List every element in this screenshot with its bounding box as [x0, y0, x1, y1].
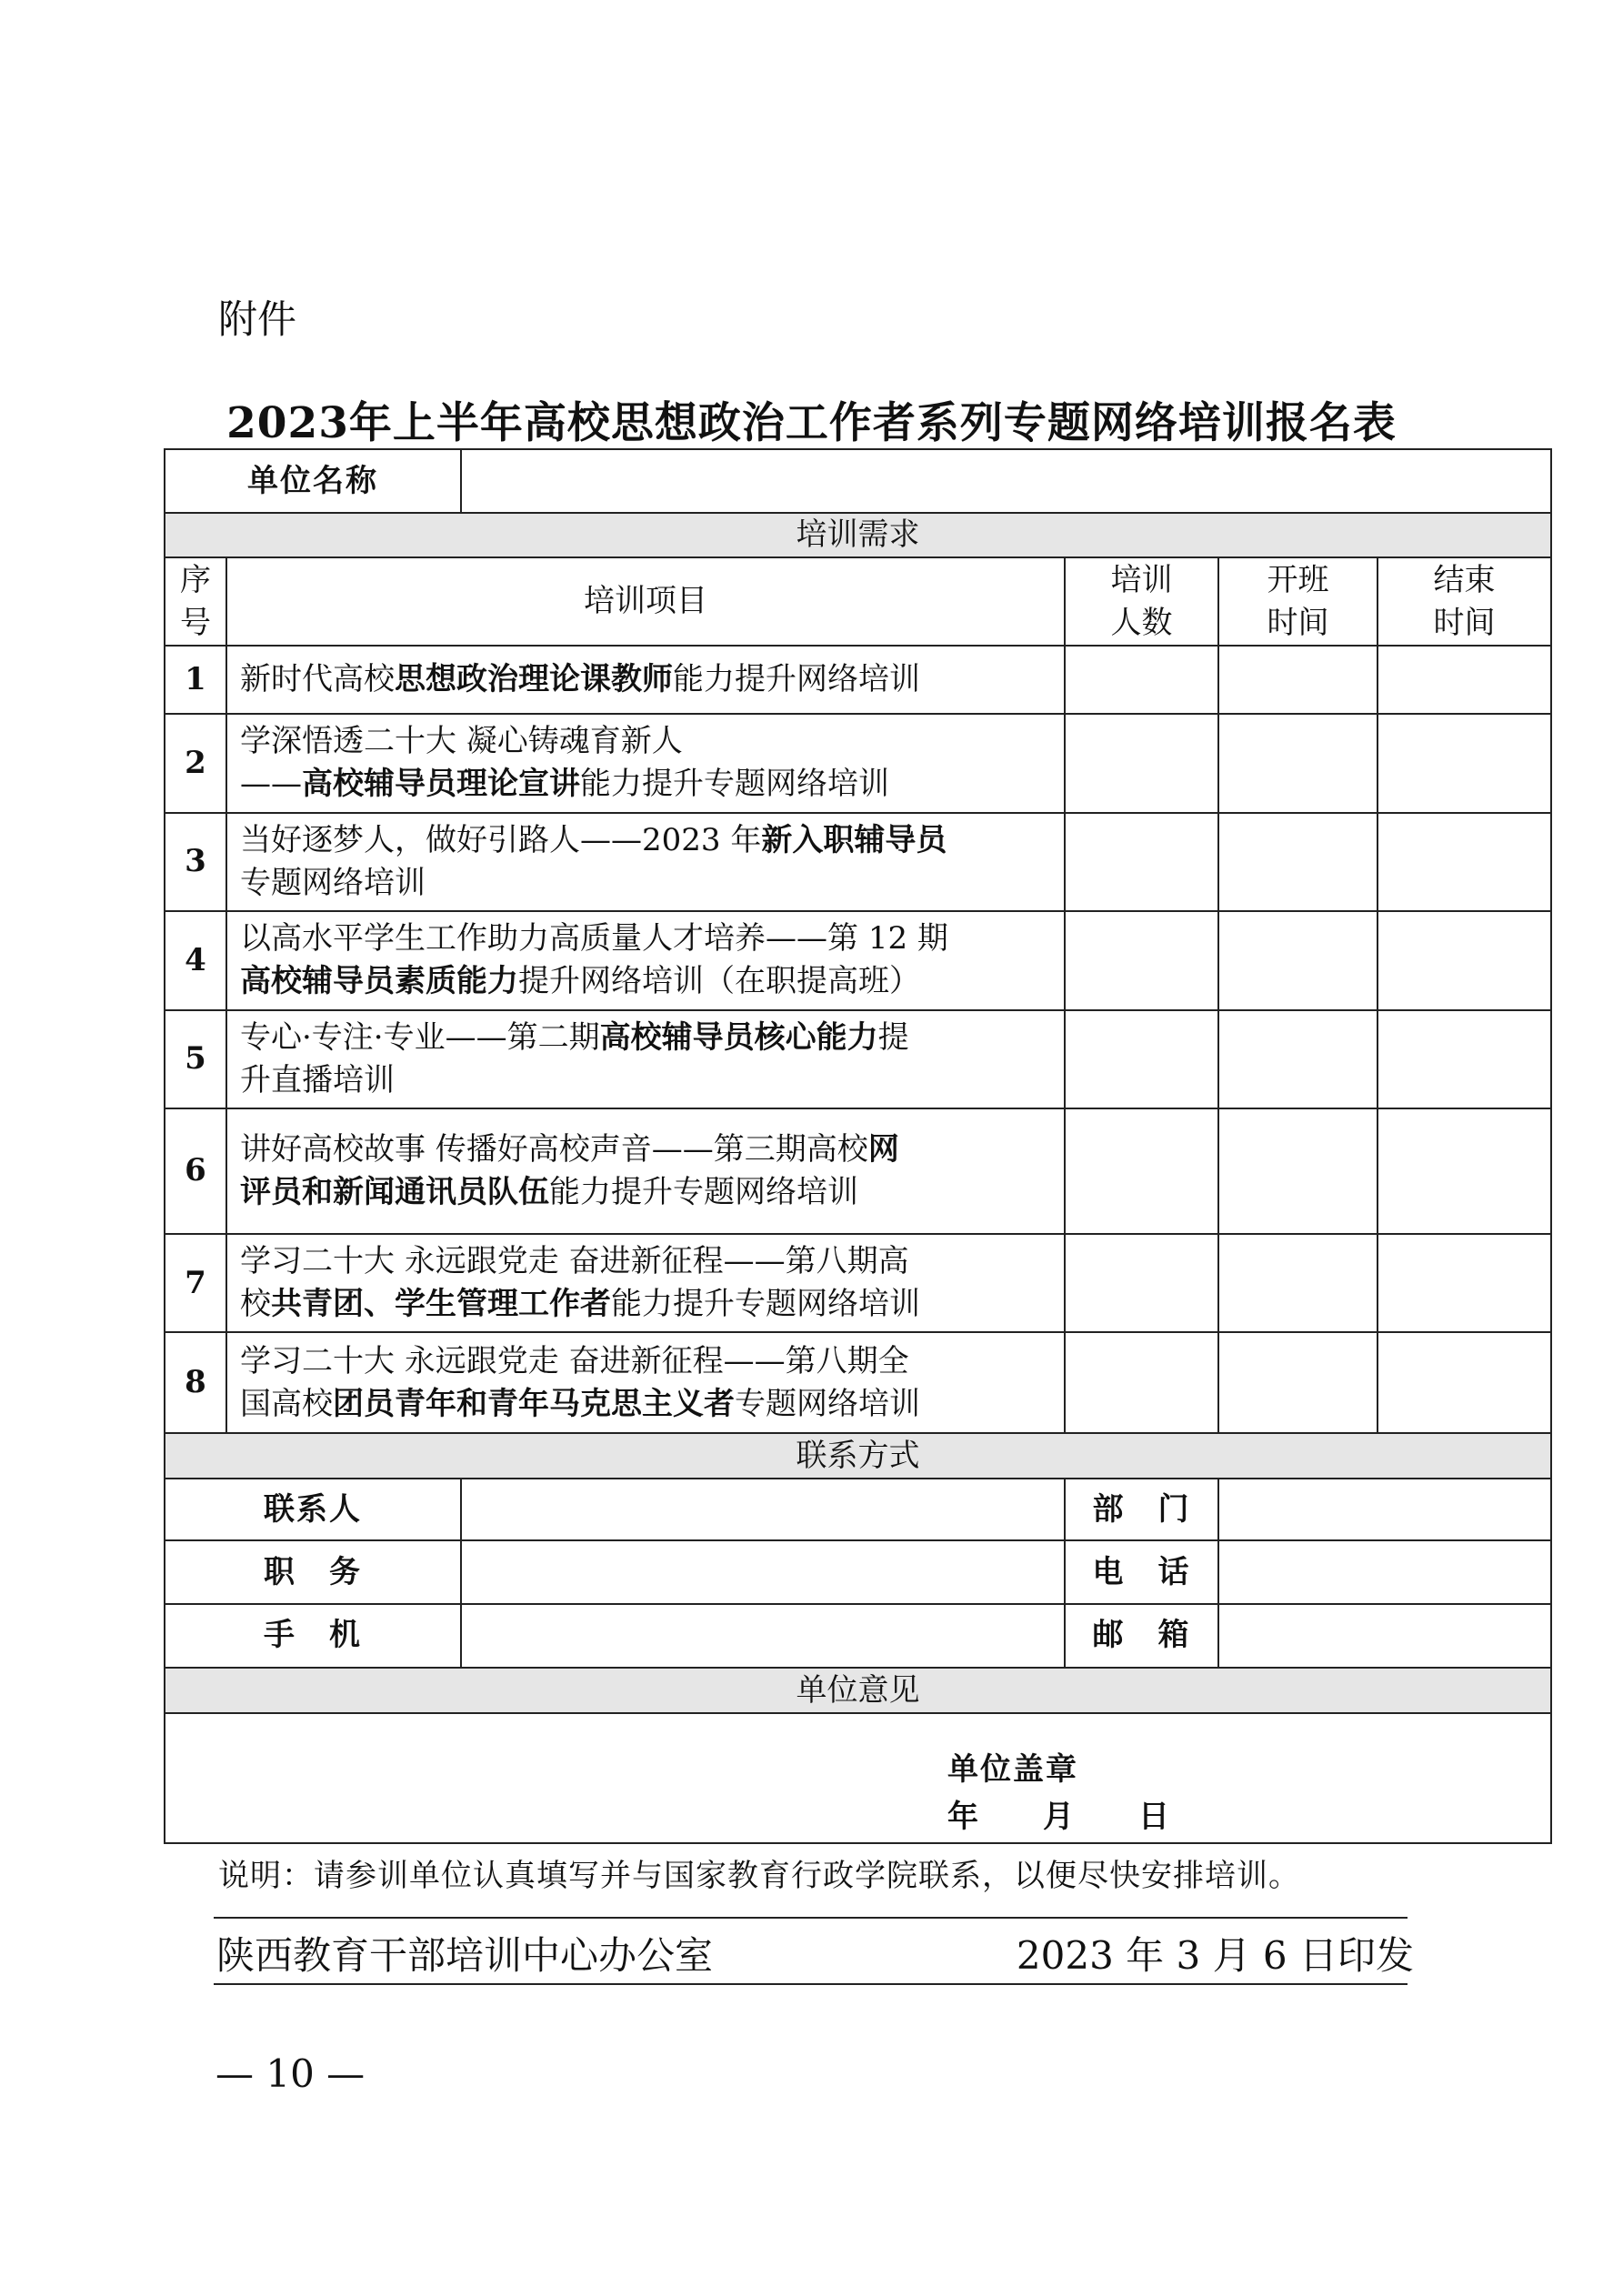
project-seq: 4	[165, 911, 226, 1010]
project-name-text: 学深悟透二十大 凝心铸魂育新人	[240, 723, 683, 760]
form-note: 说明：请参训单位认真填写并与国家教育行政学院联系，以便尽快安排培训。	[218, 1858, 1300, 1894]
end-time-field[interactable]	[1378, 714, 1551, 813]
contact-person-label: 联系人	[165, 1479, 461, 1540]
project-name-text: 讲好高校故事 传播好高校声音——第三期高校	[240, 1130, 868, 1168]
project-name-text: 校	[240, 1285, 271, 1322]
email-label: 邮 箱	[1065, 1604, 1218, 1668]
form-title: 2023年上半年高校思想政治工作者系列专题网络培训报名表	[226, 398, 1397, 448]
project-name-text: 升直播培训	[240, 1061, 395, 1098]
project-name-text: 提	[877, 1018, 909, 1056]
start-time-field[interactable]	[1218, 646, 1378, 714]
col-count-header	[1065, 557, 1218, 645]
page-number: — 10 —	[215, 2051, 366, 2096]
col-seq-header	[165, 557, 226, 645]
start-time-field[interactable]	[1218, 1010, 1378, 1109]
project-seq: 2	[165, 714, 226, 813]
project-name-emphasis: 高校辅导员素质能力	[240, 963, 518, 1000]
project-name-emphasis: 网	[867, 1130, 899, 1168]
position-field[interactable]	[461, 1540, 1065, 1603]
project-row	[165, 911, 1551, 1010]
contact-row-3	[165, 1604, 1551, 1668]
project-name-text: 能力提升网络培训	[673, 660, 920, 697]
project-row	[165, 1108, 1551, 1234]
project-row	[165, 1332, 1551, 1433]
project-name-text: 提升网络培训（在职提高班）	[518, 963, 920, 1000]
department-label: 部 门	[1065, 1479, 1218, 1540]
project-name-text: 专题网络培训	[240, 864, 426, 901]
col-end-line2: 时间	[1433, 604, 1496, 641]
col-seq-line1: 序	[180, 561, 211, 598]
project-name-emphasis: 评员和新闻通讯员队伍	[240, 1173, 549, 1210]
end-time-field[interactable]	[1378, 1108, 1551, 1234]
project-name-text: 期	[907, 920, 948, 958]
project-name-text: 当好逐梦人，做好引路人——	[240, 821, 642, 858]
issued-date: 2023 年 3 月 6 日印发	[1016, 1933, 1414, 1978]
project-seq: 5	[165, 1010, 226, 1109]
column-header-row	[165, 557, 1551, 645]
project-name	[226, 714, 1065, 813]
count-field[interactable]	[1065, 1332, 1218, 1433]
project-name-text: ——	[240, 766, 302, 803]
end-time-field[interactable]	[1378, 1234, 1551, 1333]
start-time-field[interactable]	[1218, 813, 1378, 912]
mobile-label: 手 机	[165, 1604, 461, 1668]
project-row	[165, 714, 1551, 813]
contact-header-row	[165, 1433, 1551, 1479]
project-name-text: 以高水平学生工作助力高质量人才培养——第	[240, 920, 868, 958]
project-seq: 6	[165, 1108, 226, 1234]
end-time-field[interactable]	[1378, 1332, 1551, 1433]
project-name	[226, 1332, 1065, 1433]
project-name-text: 年	[720, 821, 762, 858]
project-name-text: 学习二十大 永远跟党走 奋进新征程——第八期高	[240, 1243, 909, 1280]
count-field[interactable]	[1065, 813, 1218, 912]
end-time-field[interactable]	[1378, 911, 1551, 1010]
start-time-field[interactable]	[1218, 714, 1378, 813]
date-placeholder: 年 月 日	[947, 1799, 1170, 1836]
project-seq: 3	[165, 813, 226, 912]
contact-body	[165, 1433, 1551, 1843]
training-needs-label: 培训需求	[165, 513, 1551, 557]
project-name-emphasis: 共青团、学生管理工作者	[271, 1285, 611, 1322]
count-field[interactable]	[1065, 911, 1218, 1010]
project-name-text: 能力提升专题网络培训	[580, 766, 889, 803]
col-count-line2: 人数	[1110, 604, 1173, 641]
project-row	[165, 813, 1551, 912]
project-name-emphasis: 高校辅导员理论宣讲	[302, 766, 580, 803]
start-time-field[interactable]	[1218, 1234, 1378, 1333]
project-name	[226, 1234, 1065, 1333]
project-name-text: 2023	[642, 821, 721, 858]
contact-section-label: 联系方式	[165, 1433, 1551, 1479]
project-seq: 8	[165, 1332, 226, 1433]
top-divider	[214, 1917, 1408, 1919]
unit-name-row	[165, 449, 1551, 513]
col-start-line2: 时间	[1267, 604, 1329, 641]
project-name	[226, 911, 1065, 1010]
project-name-emphasis: 思想政治理论课教师	[395, 660, 673, 697]
project-seq: 1	[165, 646, 226, 714]
col-project-header: 培训项目	[226, 557, 1065, 645]
project-name-emphasis: 团员青年和青年马克思主义者	[333, 1385, 735, 1422]
project-name-text: 新时代高校	[240, 660, 395, 697]
project-name-text: 专题网络培训	[735, 1385, 920, 1422]
project-name-text: 12	[867, 920, 908, 958]
start-time-field[interactable]	[1218, 911, 1378, 1010]
mobile-field[interactable]	[461, 1604, 1065, 1668]
attachment-label: 附件	[218, 297, 296, 343]
opinion-row	[165, 1713, 1551, 1843]
project-name-emphasis: 高校辅导员核心能力	[599, 1018, 878, 1056]
registration-form-table	[164, 448, 1552, 1844]
project-name	[226, 1010, 1065, 1109]
col-end-header	[1378, 557, 1551, 645]
opinion-field[interactable]	[165, 1713, 1551, 1843]
start-time-field[interactable]	[1218, 1108, 1378, 1234]
department-field[interactable]	[1218, 1479, 1551, 1540]
email-field[interactable]	[1218, 1604, 1551, 1668]
count-field[interactable]	[1065, 1108, 1218, 1234]
phone-field[interactable]	[1218, 1540, 1551, 1603]
phone-label: 电 话	[1065, 1540, 1218, 1603]
project-name-emphasis: 新入职辅导员	[761, 821, 947, 858]
col-end-line1: 结束	[1433, 561, 1496, 598]
project-name-text: 能力提升专题网络培训	[549, 1173, 858, 1210]
project-name-text: 国高校	[240, 1385, 333, 1422]
contact-person-field[interactable]	[461, 1479, 1065, 1540]
unit-name-label: 单位名称	[165, 449, 461, 513]
end-time-field[interactable]	[1378, 813, 1551, 912]
project-name	[226, 813, 1065, 912]
issuer: 陕西教育干部培训中心办公室	[216, 1933, 714, 1978]
position-label: 职 务	[165, 1540, 461, 1603]
project-name	[226, 646, 1065, 714]
project-name-text: 专心·专注·专业——第二期	[240, 1018, 600, 1056]
project-row	[165, 1234, 1551, 1333]
count-field[interactable]	[1065, 1010, 1218, 1109]
col-seq-line2: 号	[180, 604, 211, 641]
project-seq: 7	[165, 1234, 226, 1333]
col-start-header	[1218, 557, 1378, 645]
bottom-divider	[214, 1983, 1408, 1985]
project-name-text: 学习二十大 永远跟党走 奋进新征程——第八期全	[240, 1342, 909, 1379]
stamp-label: 单位盖章	[947, 1751, 1078, 1789]
project-name-text: 能力提升专题网络培训	[611, 1285, 920, 1322]
opinion-header-row	[165, 1668, 1551, 1713]
col-start-line1: 开班	[1267, 561, 1329, 598]
project-row	[165, 646, 1551, 714]
count-field[interactable]	[1065, 646, 1218, 714]
project-name	[226, 1108, 1065, 1234]
unit-name-field[interactable]	[461, 449, 1551, 513]
end-time-field[interactable]	[1378, 646, 1551, 714]
opinion-section-label: 单位意见	[165, 1668, 1551, 1713]
project-row	[165, 1010, 1551, 1109]
form-body	[165, 449, 1551, 646]
training-needs-header-row	[165, 513, 1551, 557]
start-time-field[interactable]	[1218, 1332, 1378, 1433]
end-time-field[interactable]	[1378, 1010, 1551, 1109]
count-field[interactable]	[1065, 1234, 1218, 1333]
col-count-line1: 培训	[1110, 561, 1173, 598]
count-field[interactable]	[1065, 714, 1218, 813]
project-rows	[165, 646, 1551, 1433]
contact-row-2	[165, 1540, 1551, 1603]
contact-row-1	[165, 1479, 1551, 1540]
